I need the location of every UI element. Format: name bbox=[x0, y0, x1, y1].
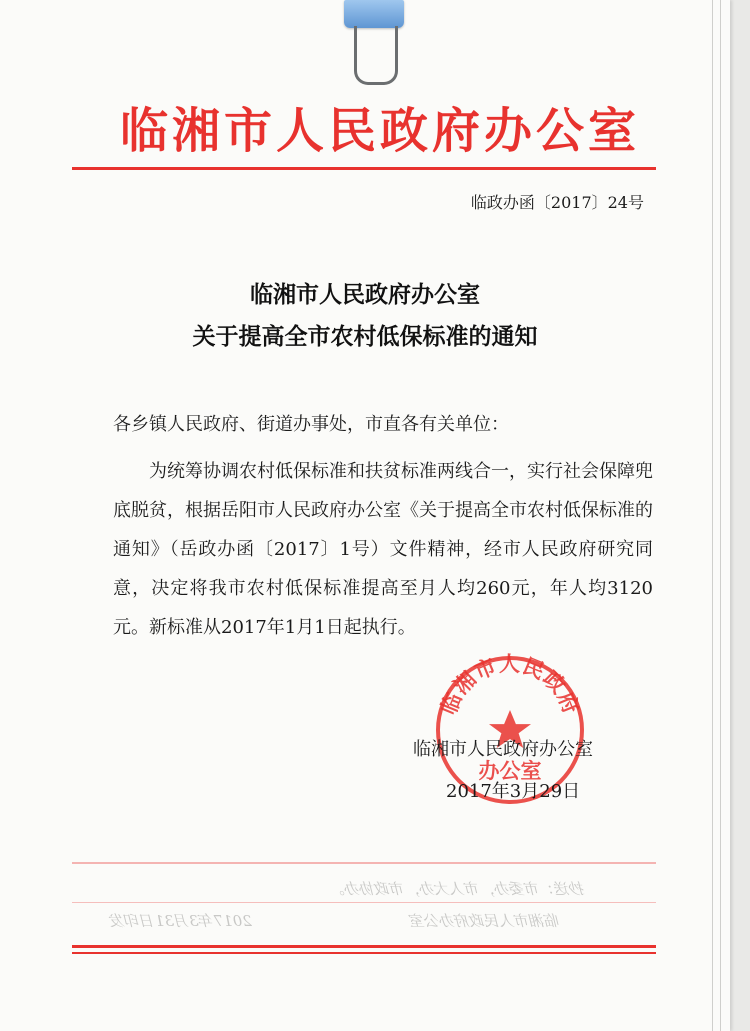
letterhead: 临湘市人民政府办公室 bbox=[120, 103, 641, 159]
footer-issuer: 临湘市人民政府办公室 bbox=[410, 912, 561, 930]
body-text bbox=[113, 452, 653, 647]
footer-issue-date: 2017年3月31日印发 bbox=[110, 912, 252, 930]
seal-top-text: 临湘市人民政府 bbox=[435, 651, 585, 718]
signature-organization: 临湘市人民政府办公室 bbox=[413, 739, 593, 760]
document-title-line2: 关于提高全市农村低保标准的通知 bbox=[192, 323, 538, 350]
page-edge bbox=[720, 0, 721, 1031]
document-title-line1: 临湘市人民政府办公室 bbox=[250, 281, 480, 308]
footer-rule-top bbox=[72, 862, 656, 864]
footer-rule-mid bbox=[72, 902, 656, 903]
signature-date: 2017年3月29日 bbox=[446, 781, 581, 802]
seal-bottom-text: 办公室 bbox=[478, 758, 542, 783]
binder-clip bbox=[340, 0, 410, 90]
addressee: 各乡镇人民政府、街道办事处，市直各有关单位： bbox=[113, 414, 509, 435]
binder-clip-handle bbox=[354, 26, 398, 85]
footer-rule-red bbox=[72, 945, 656, 948]
document-number: 临政办函〔2017〕24号 bbox=[470, 193, 644, 212]
footer-cc: 抄送：市委办，市人大办，市政协办。 bbox=[330, 880, 586, 898]
binder-clip-body bbox=[344, 0, 404, 28]
letterhead-rule bbox=[72, 167, 656, 170]
page-edge bbox=[712, 0, 713, 1031]
body-paragraph: 为统筹协调农村低保标准和扶贫标准两线合一，实行社会保障兜底脱贫，根据岳阳市人民政府办公室《关于提高全市农村低保标准的通知》（岳政办函〔2017〕1号）文件精神，经市人民政府研究同意，决定将我市农村低保标准提高至月人均260元，年人均3120元。新标准从2017年1月1日起执行。 bbox=[113, 461, 653, 638]
footer-rule-red-thin bbox=[72, 952, 656, 954]
